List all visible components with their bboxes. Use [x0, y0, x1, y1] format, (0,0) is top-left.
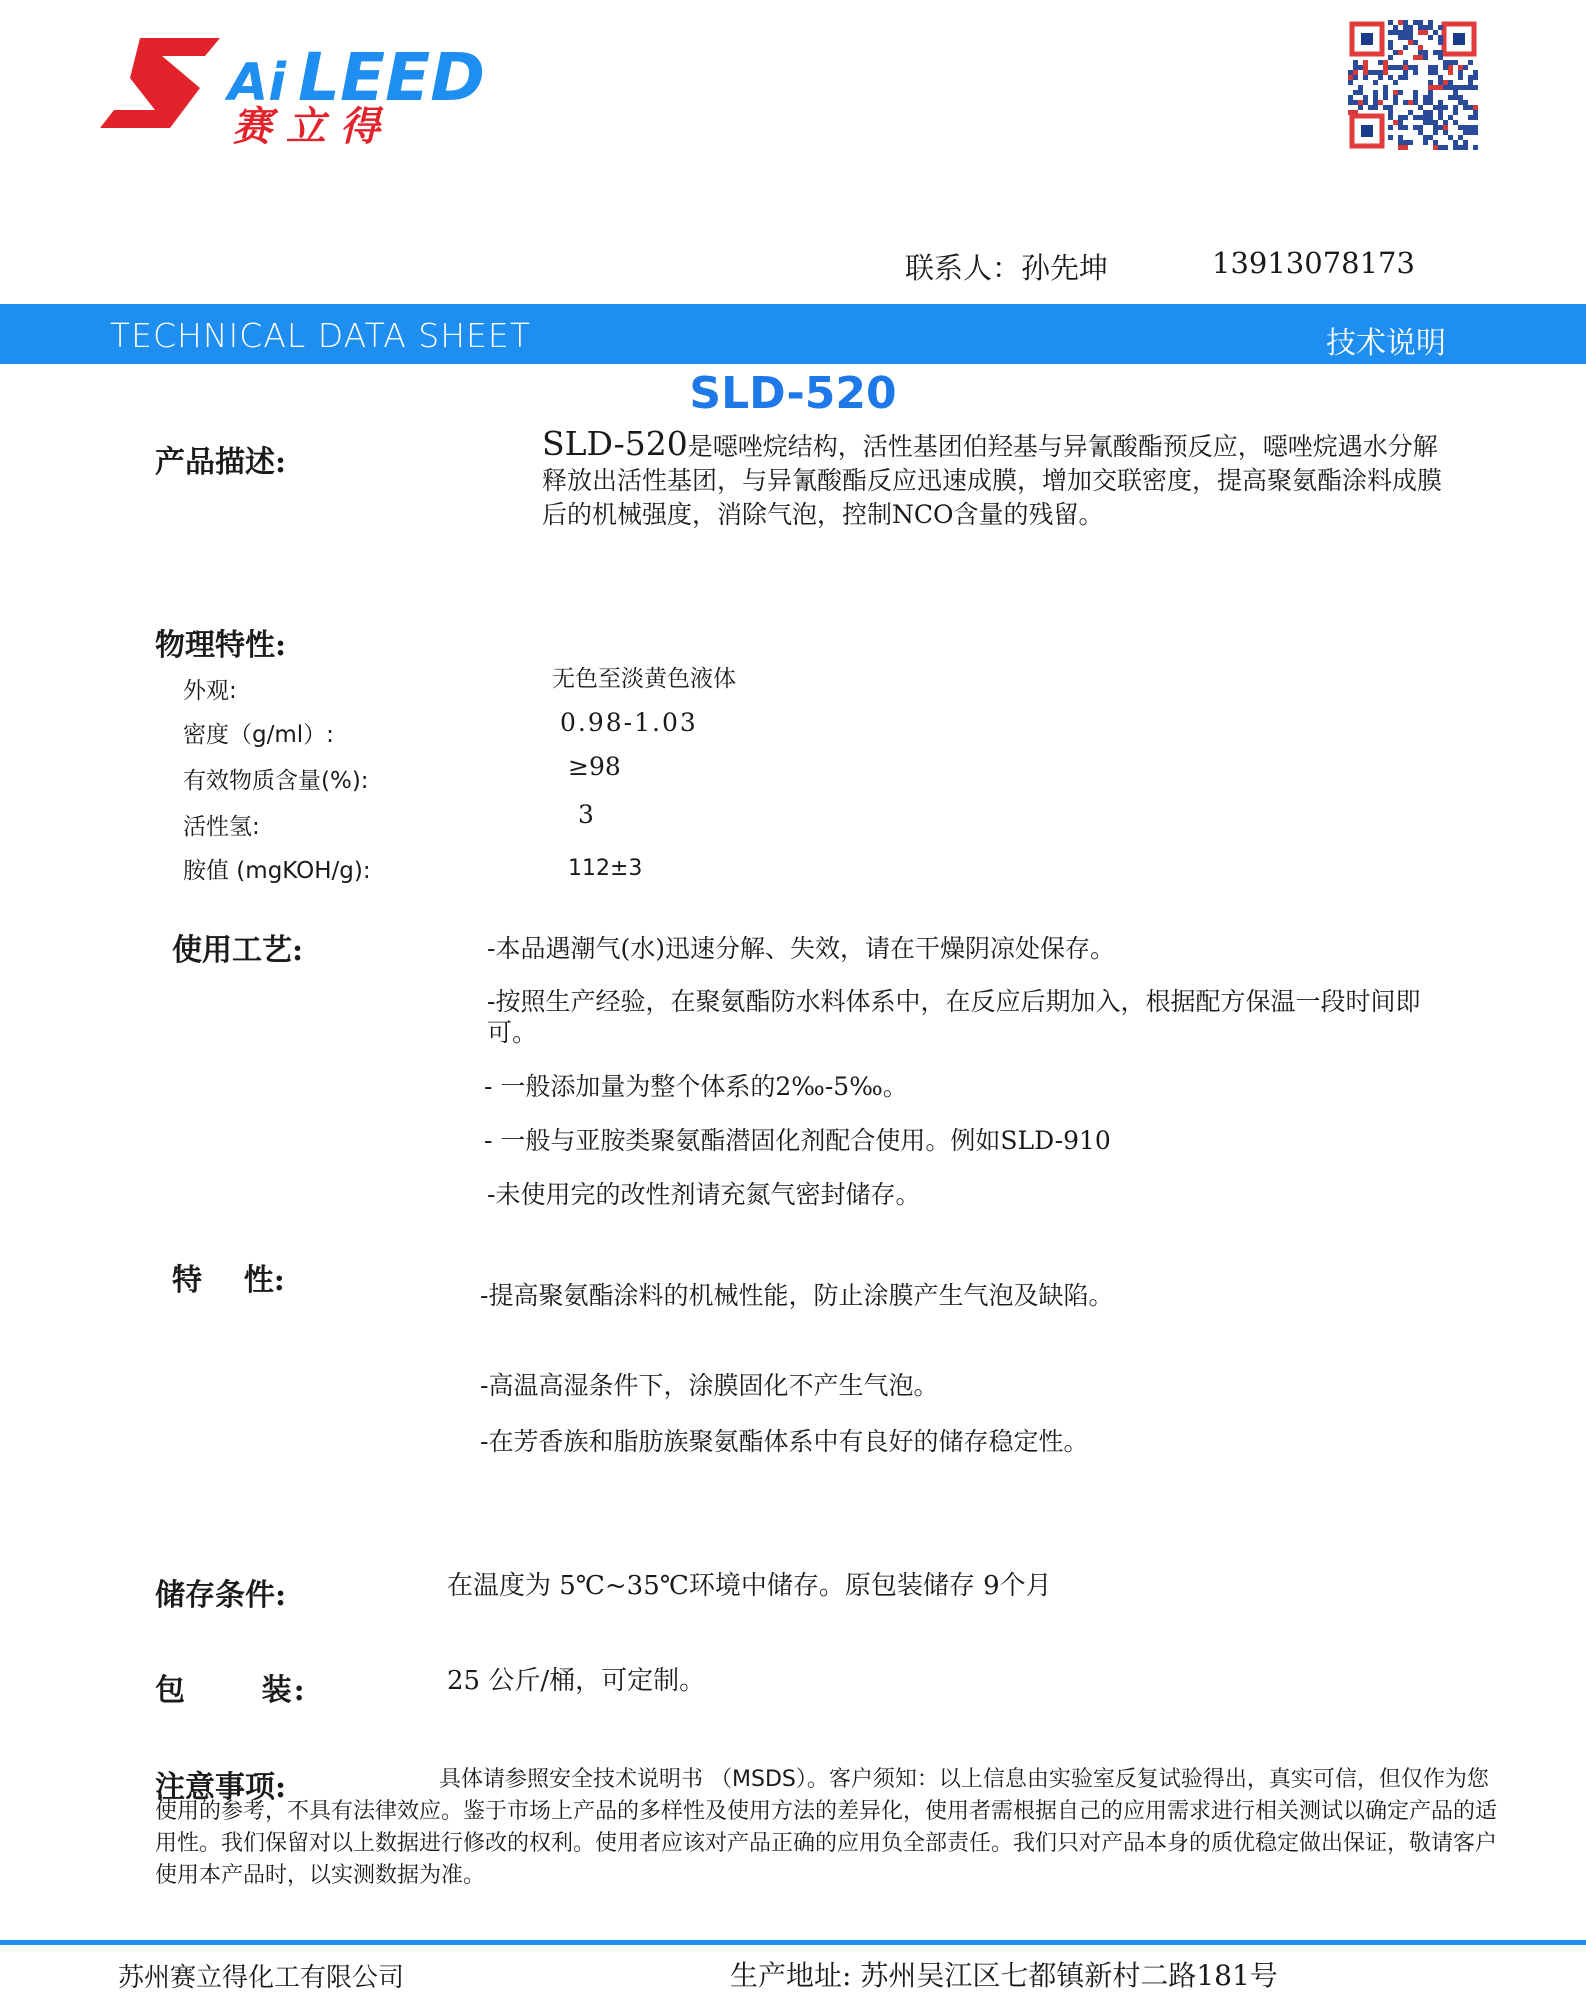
footer-address: 生产地址: 苏州吴江区七都镇新村二路181号 — [730, 1959, 1278, 1992]
storage-heading: 储存条件: — [155, 1578, 287, 1613]
prop-label-amine-value: 胺值 (mgKOH/g): — [183, 858, 371, 884]
packaging-text: 25 公斤/桶，可定制。 — [447, 1666, 706, 1696]
company-logo — [100, 28, 520, 148]
description-text — [542, 424, 1462, 532]
prop-value-density: 0.98-1.03 — [560, 708, 698, 737]
usage-item: - 一般与亚胺类聚氨酯潜固化剂配合使用。例如SLD-910 — [484, 1126, 1111, 1155]
feature-item: -在芳香族和脂肪族聚氨酯体系中有良好的储存稳定性。 — [480, 1427, 1089, 1456]
usage-item: -未使用完的改性剂请充氮气密封储存。 — [487, 1180, 921, 1209]
prop-value-content: ≥98 — [568, 752, 621, 781]
notes-heading: 注意事项: — [155, 1770, 287, 1805]
feature-item: -高温高湿条件下，涂膜固化不产生气泡。 — [480, 1371, 939, 1400]
usage-item: -按照生产经验，在聚氨酯防水料体系中，在反应后期加入，根据配方保温一段时间即可。 — [487, 987, 1421, 1047]
packaging-heading: 包 装: — [155, 1673, 307, 1708]
qr-code — [1348, 20, 1478, 150]
feature-item: -提高聚氨酯涂料的机械性能，防止涂膜产生气泡及缺陷。 — [480, 1281, 1114, 1310]
logo-leed-text: LEED — [298, 39, 486, 116]
storage-text: 在温度为 5℃~35℃环境中储存。原包装储存 9个月 — [447, 1571, 1052, 1601]
physical-heading: 物理特性: — [155, 628, 287, 663]
contact-phone: 13913078173 — [1212, 246, 1415, 280]
prop-label-content: 有效物质含量(%): — [183, 768, 369, 794]
logo-ai-text: Ai — [228, 53, 287, 113]
notes-text: 具体请参照安全技术说明书 （MSDS）。客户须知：以上信息由实验室反复试验得出，真实可信，但仅作为您使用的参考，不具有法律效应。鉴于市场上产品的多样性及使用方法的差异化，使用者需根据自己的应用需求进行相关测试以确定产品的适用性。我们保留对以上数据进行修改的权利。使用者应该对产品正确的应用负全部责任。我们只对产品本身的质优稳定做出保证，敬请客户使用本产品时，以实测数据为准。 — [155, 1767, 1498, 1888]
banner-subtitle: 技术说明 — [1326, 326, 1446, 361]
prop-label-density: 密度（g/ml）: — [183, 722, 334, 748]
prop-value-active-hydrogen: 3 — [578, 800, 594, 829]
description-lead: SLD-520 — [542, 424, 688, 463]
usage-heading: 使用工艺: — [172, 933, 304, 968]
usage-item: -本品遇潮气(水)迅速分解、失效，请在干燥阴凉处保存。 — [487, 934, 1115, 963]
banner-title: TECHNICAL DATA SHEET — [110, 316, 531, 355]
footer-company: 苏州赛立得化工有限公司 — [118, 1963, 405, 1993]
prop-label-active-hydrogen: 活性氢: — [183, 814, 260, 840]
description-heading: 产品描述: — [155, 445, 287, 480]
contact-person: 联系人：孙先坤 — [905, 251, 1109, 285]
prop-value-appearance: 无色至淡黄色液体 — [552, 666, 736, 692]
description-body: 是噁唑烷结构，活性基团伯羟基与异氰酸酯预反应，噁唑烷遇水分解释放出活性基团，与异氰酸酯反应迅速成膜，增加交联密度，提高聚氨酯涂料成膜后的机械强度，消除气泡，控制NCO含量的残留。 — [542, 432, 1443, 529]
features-heading: 特 性: — [172, 1263, 285, 1298]
product-title: SLD-520 — [689, 368, 897, 419]
prop-value-amine-value: 112±3 — [568, 856, 643, 881]
footer-rule — [0, 1940, 1586, 1945]
logo-cn-text: 赛 立 得 — [232, 104, 380, 148]
prop-label-appearance: 外观: — [183, 678, 237, 704]
usage-item: - 一般添加量为整个体系的2‰-5‰。 — [484, 1072, 908, 1101]
